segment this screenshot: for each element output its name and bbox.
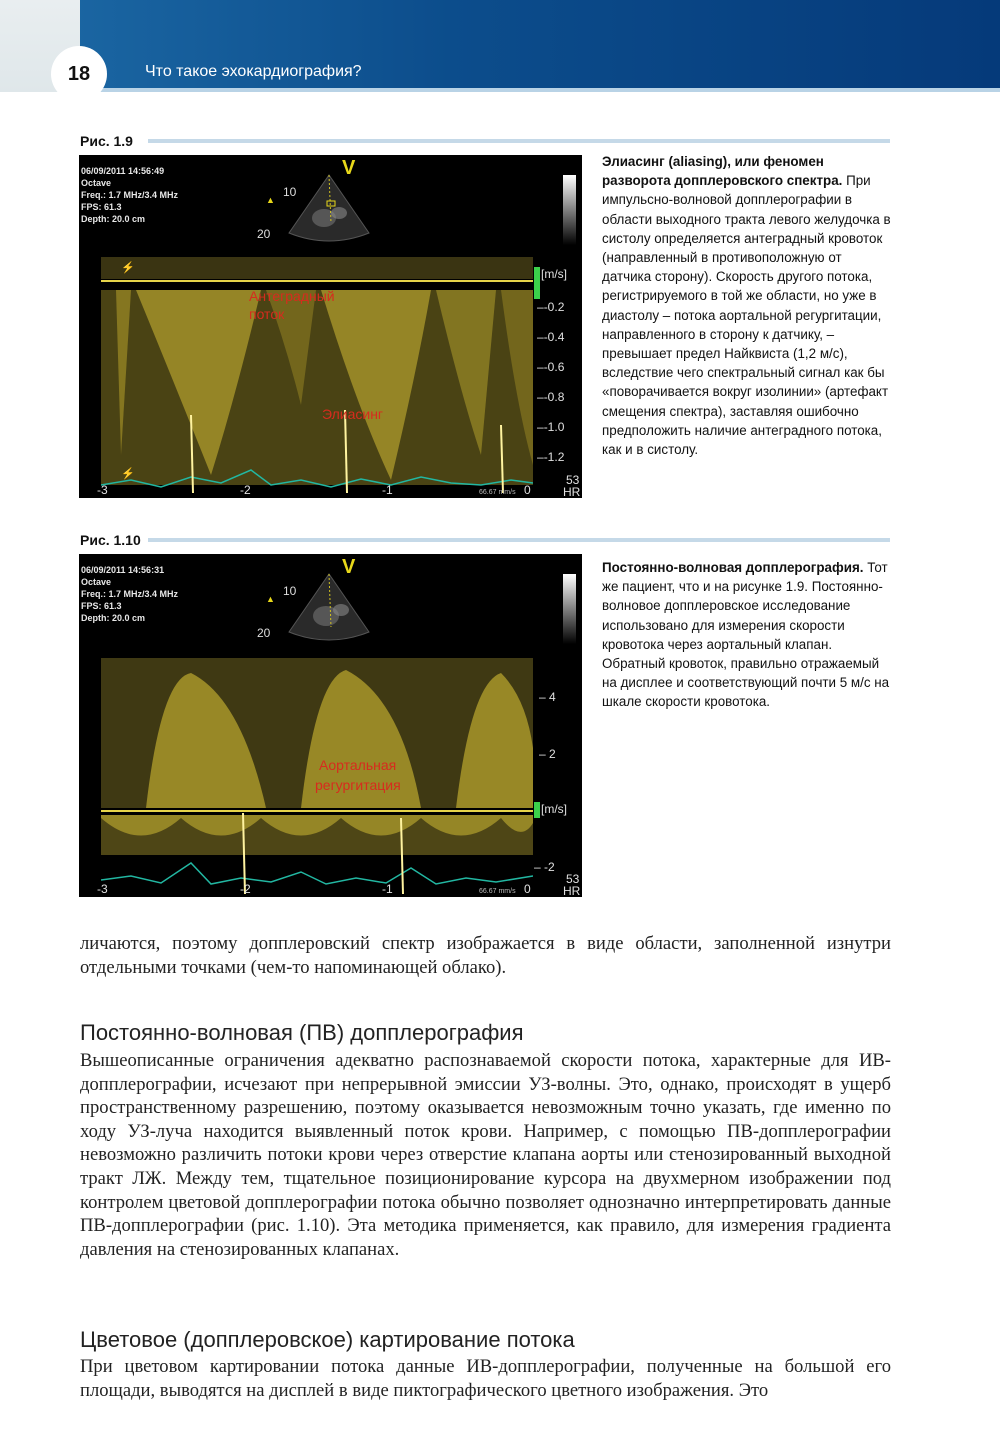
scale-tick: –-0.8 bbox=[537, 390, 565, 404]
time-tick: -1 bbox=[382, 483, 393, 497]
lightning-icon: ⚡ bbox=[121, 262, 135, 274]
probe-marker: V bbox=[342, 556, 356, 578]
scale-tick: –-0.6 bbox=[537, 360, 565, 374]
grayscale-bar bbox=[563, 574, 576, 644]
heart-rate-value: 53 bbox=[566, 473, 580, 487]
echo-sector bbox=[284, 173, 374, 243]
heart-rate-label: HR bbox=[563, 884, 581, 897]
scale-tick: –-0.2 bbox=[537, 300, 565, 314]
time-tick: -3 bbox=[97, 483, 108, 497]
time-tick: 0 bbox=[524, 483, 531, 497]
focus-marker-icon: ▲ bbox=[266, 195, 275, 205]
time-tick: -1 bbox=[382, 882, 393, 896]
baseline-marker bbox=[534, 267, 540, 299]
paragraph: Вышеописанные ограничения адекватно распознаваемой скорости потока, характерные для ИВ-допплерографии, исчезают при непрерывной эмиссии УЗ-волны. Это, однако, происходят в ущерб пространственному разрешению, поэтому оказывается невозможным точно указать, где именно по ходу УЗ-луча находится выявленный поток крови. Например, с помощью ПВ-допплерографии невозможно различить потоки крови через отверстие клапана аорты или стенозированный выходной тракт ЛЖ. Между тем, тщательное позиционирование курсора на двухмерном изображении под контролем цветовой допплерографии потока обычно позволяет однозначно интерпретировать данные ПВ-допплерографии (рис. 1.10). Эта методика применяется, как правило, для измерения градиента давления на стенозированных клапанах. bbox=[80, 1050, 891, 1260]
scale-tick: – 4 bbox=[539, 690, 556, 704]
depth-tick: 10 bbox=[283, 185, 297, 199]
scale-tick: –-1.0 bbox=[537, 420, 565, 434]
scan-metadata: 06/09/2011 14:56:31 Octave Freq.: 1.7 MHz/3.4 MHz FPS: 61.3 Depth: 20.0 cm bbox=[81, 565, 179, 623]
annotation-label: Антеградный bbox=[249, 288, 335, 304]
heart-rate-value: 53 bbox=[566, 872, 580, 886]
probe-marker: V bbox=[342, 157, 356, 179]
figure-label: Рис. 1.9 bbox=[80, 133, 133, 149]
annotation-label: поток bbox=[249, 306, 285, 322]
header-rule bbox=[80, 88, 1000, 92]
scan-metadata: 06/09/2011 14:56:49 Octave Freq.: 1.7 MHz/3.4 MHz FPS: 61.3 Depth: 20.0 cm bbox=[81, 166, 179, 224]
paragraph: При цветовом картировании потока данные ИВ-допплерографии, полученные на большой его площади, выводятся на дисплей в виде пиктографического цветного изображения. Это bbox=[80, 1356, 891, 1401]
scale-unit: [m/s] bbox=[541, 802, 567, 816]
figure-label: Рис. 1.10 bbox=[80, 532, 141, 548]
figure-rule bbox=[148, 538, 890, 542]
figure-rule bbox=[148, 139, 890, 143]
time-tick: 0 bbox=[524, 882, 531, 896]
annotation-label: регургитация bbox=[315, 777, 401, 793]
page-number: 18 bbox=[51, 46, 107, 102]
depth-tick: 20 bbox=[257, 227, 271, 241]
depth-tick: 10 bbox=[283, 584, 297, 598]
baseline-marker bbox=[534, 802, 540, 818]
scale-tick: – -2 bbox=[534, 860, 555, 874]
running-title: Что такое эхокардиография? bbox=[145, 63, 362, 80]
time-tick: -3 bbox=[97, 882, 108, 896]
scale-tick: –-1.2 bbox=[537, 450, 565, 464]
ultrasound-image bbox=[79, 155, 582, 498]
sweep-speed: 66.67 mm/s bbox=[479, 489, 516, 496]
sweep-speed: 66.67 mm/s bbox=[479, 888, 516, 895]
section-heading: Цветовое (допплеровское) картирование потока bbox=[80, 1327, 575, 1352]
annotation-label: Элиасинг bbox=[322, 406, 384, 422]
scale-tick: –-0.4 bbox=[537, 330, 565, 344]
figure-caption: Постоянно-волновая допплерография. Тот же пациент, что и на рисунке 1.9. Постоянно-волновое допплеровское исследование использовано для измерения скорости кровотока через аортальный клапан. Обратный кровоток, правильно отражаемый на дисплее и соответствующий почти 5 м/с на шкале скорости кровотока. bbox=[602, 560, 890, 710]
focus-marker-icon: ▲ bbox=[266, 594, 275, 604]
ultrasound-image bbox=[79, 554, 582, 897]
figure-caption: Элиасинг (aliasing), или феномен разворота допплеровского спектра. При импульсно-волновой допплерографии в области выходного тракта левого желудочка в систолу определяется антеградный кровоток (направленный в противоположную от датчика сторону). Скорость другого потока, регистрируемого в той же области, но уже в диастолу – потока аортальной регургитации, направленного в сторону к датчику, – превышает предел Найквиста (1,2 м/с), вследствие чего спектральный сигнал как бы «поворачивается вокруг изолинии» (артефакт смещения спектра), заставляя ошибочно предположить наличие антеградного потока, как и в систолу. bbox=[602, 154, 891, 458]
scale-unit: [m/s] bbox=[541, 267, 567, 281]
time-tick: -2 bbox=[240, 483, 251, 497]
echo-sector bbox=[284, 572, 374, 642]
depth-tick: 20 bbox=[257, 626, 271, 640]
time-tick: -2 bbox=[240, 882, 251, 896]
lightning-icon: ⚡ bbox=[121, 468, 135, 480]
annotation-label: Аортальная bbox=[319, 757, 397, 773]
grayscale-bar bbox=[563, 175, 576, 245]
section-heading: Постоянно-волновая (ПВ) допплерография bbox=[80, 1020, 524, 1045]
scale-tick: – 2 bbox=[539, 747, 556, 761]
paragraph: личаются, поэтому допплеровский спектр изображается в виде области, заполненной изнутри отдельными точками (чем-то напоминающей облако). bbox=[80, 933, 891, 978]
heart-rate-label: HR bbox=[563, 485, 581, 498]
